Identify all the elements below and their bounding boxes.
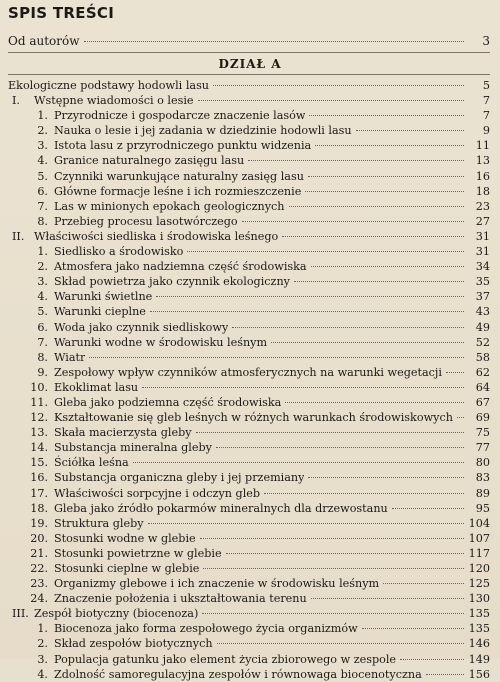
dot-leader — [264, 493, 464, 494]
toc-page-number: 120 — [468, 562, 490, 575]
toc-page-number: 77 — [475, 441, 490, 455]
toc-number: 18. — [30, 501, 48, 515]
toc-entry-item[interactable] — [8, 123, 490, 138]
toc-number: 11. — [30, 395, 48, 409]
toc-page-number: 37 — [475, 290, 490, 304]
dot-leader — [309, 115, 464, 116]
toc-label: Przebieg procesu lasotwórczego — [54, 214, 238, 228]
toc-page-number: 69 — [475, 411, 490, 425]
toc-page-number: 75 — [475, 426, 490, 440]
toc-label: Organizmy glebowe i ich znaczenie w środowisku leśnym — [54, 577, 380, 591]
dot-leader — [216, 447, 464, 448]
dot-leader — [156, 296, 464, 297]
toc-number: 3. — [37, 275, 48, 289]
toc-page-number: 13 — [475, 154, 490, 168]
toc-number: 5. — [37, 305, 48, 319]
toc-entry-item[interactable] — [8, 652, 490, 667]
toc-number: 7. — [37, 335, 48, 349]
toc-page-number: 80 — [475, 456, 490, 470]
dot-leader — [148, 523, 464, 524]
toc-label: Stosunki cieplne w glebie — [54, 562, 200, 575]
toc-label: Zdolność samoregulacyjna zespołów i równowaga biocenotyczna — [54, 667, 422, 681]
toc-page-number: 3 — [482, 34, 490, 48]
toc-entry-chap[interactable] — [8, 229, 490, 244]
toc-number: 2. — [37, 637, 48, 651]
toc-number: 4. — [37, 154, 48, 168]
toc-number: 4. — [37, 667, 48, 681]
dot-leader — [202, 613, 464, 614]
dot-leader — [362, 628, 464, 629]
toc-entry-item[interactable] — [8, 169, 490, 184]
toc-entry-chap[interactable] — [8, 606, 490, 621]
toc-page-number: 83 — [475, 471, 490, 485]
toc-label: Ściółka leśna — [54, 456, 129, 470]
toc-number: 2. — [37, 260, 48, 274]
dot-leader — [308, 176, 464, 177]
toc-page-number: 27 — [475, 214, 490, 228]
toc-number: 3. — [37, 139, 48, 153]
toc-number: 1. — [37, 622, 48, 636]
toc-page-number: 149 — [468, 652, 490, 666]
dot-leader — [282, 236, 464, 237]
toc-number: 6. — [37, 184, 48, 198]
toc-number: III. — [12, 607, 29, 621]
dot-leader — [315, 145, 464, 146]
toc-number: 4. — [37, 290, 48, 304]
dot-leader — [242, 221, 464, 222]
toc-entry-item[interactable] — [8, 259, 490, 274]
toc-entry-item[interactable] — [8, 365, 490, 380]
toc-entry-chap[interactable] — [8, 93, 490, 108]
toc-entry-item[interactable] — [8, 425, 490, 440]
toc-label: Siedlisko a środowisko — [54, 245, 184, 259]
toc-entry-item[interactable] — [8, 395, 490, 410]
toc-page-number: 7 — [482, 94, 490, 108]
toc-entry-intro[interactable] — [8, 34, 490, 48]
toc-entry-item[interactable] — [8, 516, 490, 531]
toc-label: Las w minionych epokach geologicznych — [54, 199, 285, 213]
toc-page-number: 107 — [468, 531, 490, 545]
toc-page-number: 146 — [468, 637, 490, 651]
toc-label: Warunki wodne w środowisku leśnym — [54, 335, 268, 349]
toc-page-number: 130 — [468, 592, 490, 606]
toc-page-number: 7 — [482, 109, 490, 123]
dot-leader — [203, 568, 464, 569]
toc-entry-item[interactable] — [8, 199, 490, 214]
toc-label: Znaczenie położenia i ukształtowania terenu — [54, 592, 307, 606]
toc-entry-item[interactable] — [8, 455, 490, 470]
toc-entry-item[interactable] — [8, 320, 490, 335]
toc-label: Stosunki powietrzne w glebie — [54, 546, 222, 560]
toc-page-number: 18 — [475, 184, 490, 198]
toc-label: Wstępne wiadomości o lesie — [34, 94, 194, 108]
toc-page-number: 104 — [468, 516, 490, 530]
toc-number: 8. — [37, 350, 48, 364]
toc-label: Skład zespołów biotycznych — [54, 637, 213, 651]
dot-leader — [142, 387, 464, 388]
toc-number: 15. — [30, 456, 48, 470]
dot-leader — [311, 598, 464, 599]
toc-number: 9. — [37, 365, 48, 379]
dot-leader — [217, 643, 464, 644]
toc-label: Istota lasu z przyrodniczego punktu widzenia — [54, 139, 312, 153]
dot-leader — [308, 477, 464, 478]
toc-label: Wiatr — [54, 350, 86, 364]
toc-page-number: 9 — [482, 124, 490, 138]
toc-number: 19. — [30, 516, 48, 530]
toc-number: 13. — [30, 426, 48, 440]
toc-page-number: 34 — [475, 260, 490, 274]
toc-page-number: 5 — [482, 79, 490, 92]
dot-leader — [196, 432, 464, 433]
toc-list — [8, 78, 490, 682]
toc-label: Zespół biotyczny (biocenoza) — [34, 607, 199, 621]
dot-leader — [187, 251, 464, 252]
toc-label: Gleba jako źródło pokarmów mineralnych dla drzewostanu — [54, 501, 388, 515]
toc-entry-part[interactable] — [8, 78, 490, 93]
toc-entry-item[interactable] — [8, 138, 490, 153]
toc-label: Substancja organiczna gleby i jej przemiany — [54, 471, 305, 485]
dot-leader — [84, 41, 465, 42]
toc-entry-item[interactable] — [8, 470, 490, 485]
toc-page-number: 67 — [475, 395, 490, 409]
toc-entry-item[interactable] — [8, 289, 490, 304]
toc-page-number: 125 — [468, 577, 490, 591]
toc-entry-item[interactable] — [8, 335, 490, 350]
toc-label: Skład powietrza jako czynnik ekologiczny — [54, 275, 290, 289]
toc-number: 20. — [30, 531, 48, 545]
toc-number: 16. — [30, 471, 48, 485]
toc-number: 1. — [37, 109, 48, 123]
toc-entry-item[interactable] — [8, 486, 490, 501]
toc-label: Przyrodnicze i gospodarcze znaczenie lasów — [54, 109, 306, 123]
toc-entry-item[interactable] — [8, 561, 490, 576]
toc-entry-item[interactable] — [8, 501, 490, 516]
toc-page-number: 135 — [468, 607, 490, 621]
toc-number: 8. — [37, 214, 48, 228]
toc-entry-item[interactable] — [8, 380, 490, 395]
toc-label: Biocenoza jako forma zespołowego życia organizmów — [54, 622, 358, 636]
toc-label: Struktura gleby — [54, 516, 144, 530]
toc-label: Populacja gatunku jako element życia zbiorowego w zespole — [54, 652, 397, 666]
toc-number: 6. — [37, 320, 48, 334]
toc-label: Woda jako czynnik siedliskowy — [54, 320, 229, 334]
toc-label: Ekologiczne podstawy hodowli lasu — [8, 79, 210, 92]
dot-leader — [89, 357, 464, 358]
dot-leader — [200, 538, 464, 539]
dot-leader — [285, 402, 464, 403]
dot-leader — [271, 342, 464, 343]
toc-entry-item[interactable] — [8, 274, 490, 289]
dot-leader — [133, 462, 464, 463]
toc-number: II. — [12, 229, 25, 243]
toc-page-number: 156 — [468, 667, 490, 681]
toc-page-number: 58 — [475, 350, 490, 364]
divider — [8, 74, 490, 75]
page-title: SPIS TREŚCI — [8, 4, 115, 22]
dot-leader — [383, 583, 464, 584]
toc-entry-item[interactable] — [8, 546, 490, 561]
toc-entry-item[interactable] — [8, 153, 490, 168]
toc-entry-item[interactable] — [8, 667, 490, 682]
toc-label: Od autorów — [8, 34, 80, 48]
toc-entry-item[interactable] — [8, 576, 490, 591]
toc-number: 23. — [30, 577, 48, 591]
dot-leader — [311, 266, 464, 267]
toc-label: Substancja mineralna gleby — [54, 441, 212, 455]
toc-entry-item[interactable] — [8, 244, 490, 259]
toc-label: Atmosfera jako nadziemna część środowiska — [54, 260, 307, 274]
toc-label: Właściwości siedliska i środowiska leśnego — [34, 229, 279, 243]
dot-leader — [426, 674, 464, 675]
toc-entry-item[interactable] — [8, 531, 490, 546]
toc-label: Granice naturalnego zasięgu lasu — [54, 154, 245, 168]
toc-label: Zespołowy wpływ czynników atmosferycznych na warunki wegetacji — [54, 365, 442, 379]
toc-entry-item[interactable] — [8, 636, 490, 651]
dot-leader — [356, 130, 464, 131]
divider — [8, 52, 490, 53]
dot-leader — [150, 311, 464, 312]
section-heading: DZIAŁ A — [218, 57, 282, 71]
toc-page-number: 43 — [475, 305, 490, 319]
toc-label: Kształtowanie się gleb leśnych w różnych warunkach środowiskowych — [54, 411, 453, 425]
toc-label: Czynniki warunkujące naturalny zasięg lasu — [54, 169, 304, 183]
toc-label: Ekoklimat lasu — [54, 380, 139, 394]
toc-label: Gleba jako podziemna część środowiska — [54, 395, 282, 409]
dot-leader — [289, 206, 464, 207]
toc-page-number: 135 — [468, 622, 490, 636]
dot-leader — [392, 508, 464, 509]
toc-number: 21. — [30, 546, 48, 560]
toc-label: Warunki cieplne — [54, 305, 146, 319]
toc-number: 3. — [37, 652, 48, 666]
toc-number: I. — [12, 94, 20, 108]
toc-number: 2. — [37, 124, 48, 138]
toc-entry-item[interactable] — [8, 304, 490, 319]
toc-label: Właściwości sorpcyjne i odczyn gleb — [54, 486, 261, 500]
dot-leader — [232, 327, 464, 328]
toc-page-number: 31 — [475, 229, 490, 243]
dot-leader — [248, 160, 464, 161]
toc-number: 22. — [30, 562, 48, 575]
toc-page-number: 23 — [475, 199, 490, 213]
dot-leader — [305, 191, 464, 192]
toc-page-number: 31 — [475, 245, 490, 259]
toc-page-number: 95 — [475, 501, 490, 515]
toc-number: 5. — [37, 169, 48, 183]
toc-page-number: 35 — [475, 275, 490, 289]
toc-label: Skała macierzysta gleby — [54, 426, 192, 440]
toc-number: 14. — [30, 441, 48, 455]
toc-page-number: 11 — [475, 139, 490, 153]
toc-label: Warunki świetlne — [54, 290, 153, 304]
toc-page-number: 117 — [468, 546, 490, 560]
toc-number: 7. — [37, 199, 48, 213]
dot-leader — [198, 100, 464, 101]
toc-entry-item[interactable] — [8, 108, 490, 123]
toc-entry-item[interactable] — [8, 410, 490, 425]
toc-entry-item[interactable] — [8, 591, 490, 606]
toc-page-number: 62 — [475, 365, 490, 379]
toc-page-number: 64 — [475, 380, 490, 394]
toc-number: 17. — [30, 486, 48, 500]
toc-page-number: 49 — [475, 320, 490, 334]
toc-entry-item[interactable] — [8, 621, 490, 636]
toc-label: Główne formacje leśne i ich rozmieszczenie — [54, 184, 302, 198]
dot-leader — [446, 372, 464, 373]
toc-number: 1. — [37, 245, 48, 259]
dot-leader — [294, 281, 464, 282]
toc-entry-item[interactable] — [8, 184, 490, 199]
toc-page-number: 52 — [475, 335, 490, 349]
toc-entry-item[interactable] — [8, 350, 490, 365]
dot-leader — [226, 553, 464, 554]
toc-number: 24. — [30, 592, 48, 606]
toc-label: Stosunki wodne w glebie — [54, 531, 196, 545]
toc-number: 10. — [30, 380, 48, 394]
toc-number: 12. — [30, 411, 48, 425]
dot-leader — [213, 85, 464, 86]
toc-entry-item[interactable] — [8, 214, 490, 229]
toc-entry-item[interactable] — [8, 440, 490, 455]
toc-label: Nauka o lesie i jej zadania w dziedzinie hodowli lasu — [54, 124, 352, 138]
toc-page-number: 16 — [475, 169, 490, 183]
dot-leader — [457, 417, 464, 418]
toc-page-number: 89 — [475, 486, 490, 500]
